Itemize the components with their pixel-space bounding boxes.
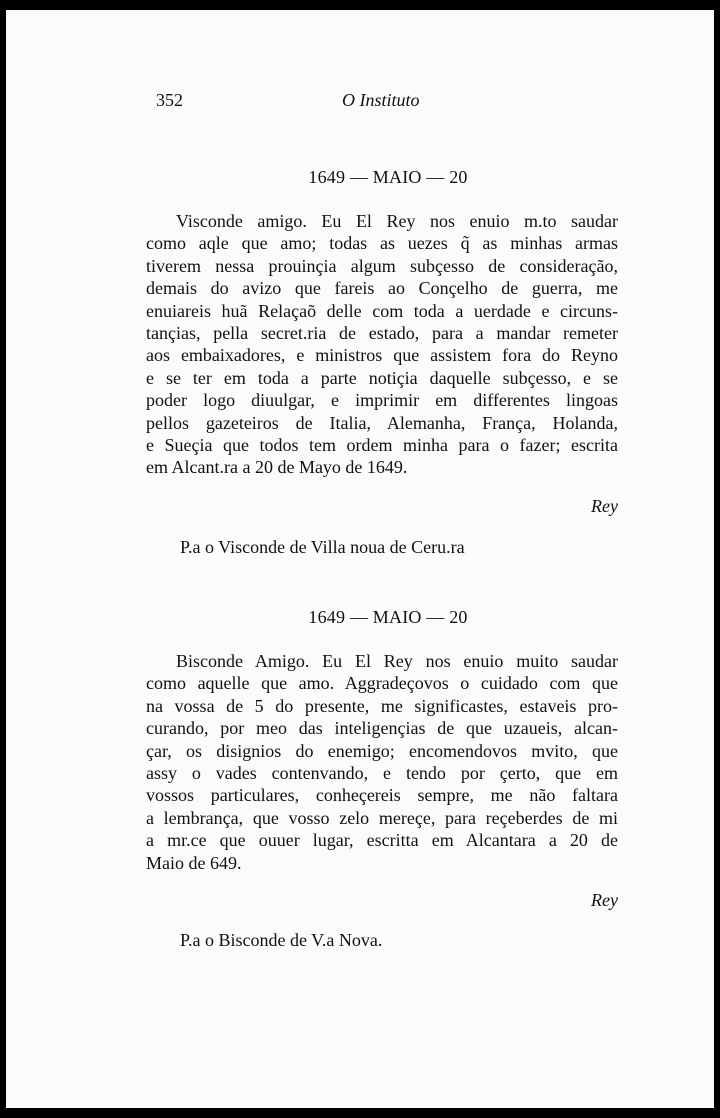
letter-1-line: pellos gazeteiros de Italia, Alemanha, França, Holanda,: [146, 412, 618, 433]
letter-2-body: [146, 650, 618, 874]
page-number: 352: [156, 90, 183, 110]
letter-2-line: Bisconde Amigo. Eu El Rey nos enuio muito saudar: [176, 651, 618, 671]
letter-1-line: Visconde amigo. Eu El Rey nos enuio m.to saudar: [176, 211, 618, 231]
letter-2-line: vossos particulares, conheçereis sempre, me não faltara: [146, 785, 618, 806]
letter-2-line: curando, por meo das inteligençias de que uzaueis, alcan-: [146, 718, 618, 739]
letter-1-signature: Rey: [591, 496, 618, 516]
letter-2-line: como aquelle que amo. Aggradeçovos o cuidado com que: [146, 673, 618, 694]
letter-1-line: e se ter em toda a parte notiçia daquelle subçesso, e se: [146, 367, 618, 388]
letter-2-line: assy o vades contenvando, e tendo por çerto, que em: [146, 763, 618, 784]
letter-1-line: tiverem nessa prouinçia algum subçesso de consideração,: [146, 255, 618, 276]
letter-1-line: aos embaixadores, e ministros que assistem fora do Reyno: [146, 345, 618, 366]
letter-1-line: tançias, pella secret.ria de estado, para a mandar remeter: [146, 323, 618, 344]
letter-1-date: 1649 — MAIO — 20: [308, 167, 468, 187]
letter-2-line: Maio de 649.: [146, 852, 242, 873]
letter-1-body: [146, 210, 618, 479]
letter-1-line: poder logo diuulgar, e imprimir em differentes lingoas: [146, 390, 618, 411]
letter-1-line: demais do avizo que fareis ao Conçelho de guerra, me: [146, 278, 618, 299]
page: [6, 10, 714, 1108]
letter-2-line: a lembrança, que vosso zelo mereçe, para reçeberdes de mi: [146, 807, 618, 828]
letter-2-line: na vossa de 5 do presente, me significastes, estaveis pro-: [146, 695, 618, 716]
journal-title: O Instituto: [342, 90, 420, 110]
letter-1-line: como aqle que amo; todas as uezes q̃ as minhas armas: [146, 233, 618, 254]
letter-1-line: e Sueçia que todos tem ordem minha para o fazer; escrita: [146, 435, 618, 456]
letter-1-line: enuiareis huã Relaçaõ delle com toda a uerdade e circuns-: [146, 300, 618, 321]
letter-2-line: çar, os disignios do enemigo; encomendovos mvito, que: [146, 740, 618, 761]
letter-2-date: 1649 — MAIO — 20: [308, 607, 468, 627]
letter-2-line: a mr.ce que ouuer lugar, escritta em Alcantara a 20 de: [146, 830, 618, 851]
letter-1-line: em Alcant.ra a 20 de Mayo de 1649.: [146, 457, 408, 478]
letter-2-signature: Rey: [591, 890, 618, 910]
letter-2-address: P.a o Bisconde de V.a Nova.: [180, 930, 383, 950]
letter-1-address: P.a o Visconde de Villa noua de Ceru.ra: [180, 537, 465, 557]
